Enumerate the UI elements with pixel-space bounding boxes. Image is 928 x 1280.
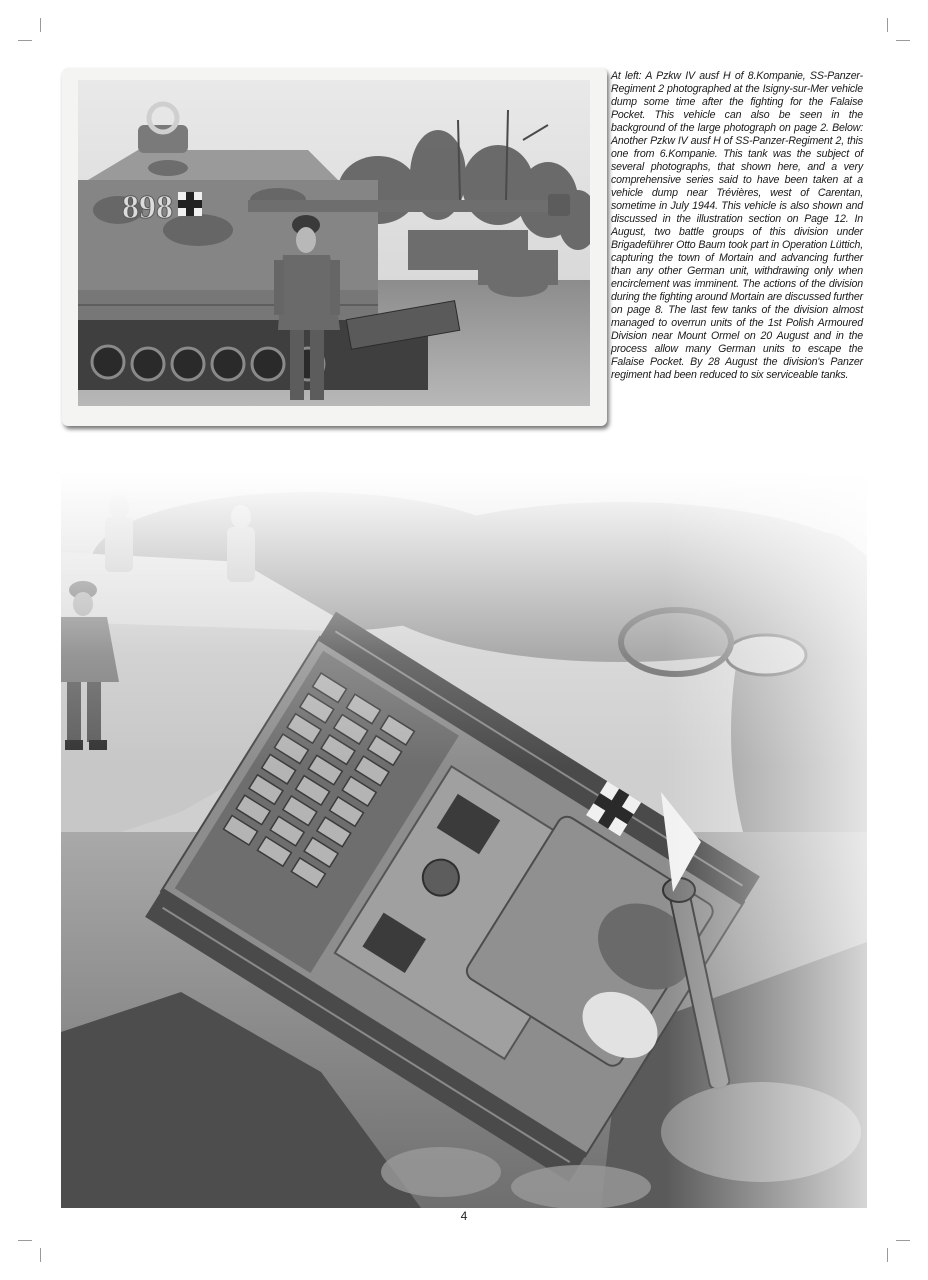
crop-mark-bottom-left-h [18, 1240, 32, 1241]
photo-pzkw-iv-trevieres [61, 472, 867, 1208]
turret-number: 898 [122, 189, 173, 226]
page-number: 4 [460, 1209, 468, 1223]
photo-top-image [78, 80, 590, 406]
crop-mark-bottom-left-v [40, 1248, 41, 1262]
crop-mark-top-left-h [18, 40, 32, 41]
photo-caption: At left: A Pzkw IV ausf H of 8.Kompanie, SS-Panzer-Regiment 2 photographed at the Isigny-sur-Mer vehicle dump some time after the fighting for the Falaise Pocket. This vehicle can also be seen in the background of the large photograph on page 2. Below: Another Pzkw IV ausf H of SS-Panzer-Regiment 2, this one from 6.Kompanie. This tank was the subject of several photographs, that shown here, and a very comprehensive series said to have been taken at a vehicle dump near Trévières, west of Carentan, sometime in July 1944. This vehicle is also shown and discussed in the illustration section on Page 12. In August, two battle groups of this division under Brigadeführer Otto Baum took part in Operation Lüttich, capturing the town of Mortain and advancing further than any other German unit, withdrawing only when encirclement was imminent. The actions of the division during the fighting around Mortain are discussed further on page 8. The last few tanks of the division almost managed to overrun units of the 1st Polish Armoured Division near Mount Ormel on 20 August and in the process allow many German units to escape the Falaise Pocket. By 28 August the division's Panzer regiment had been reduced to six serviceable tanks. [611, 70, 863, 381]
crop-mark-bottom-right-v [887, 1248, 888, 1262]
crop-mark-top-right-h [896, 40, 910, 41]
crop-mark-top-left-v [40, 18, 41, 32]
crop-mark-top-right-v [887, 18, 888, 32]
photo-main-image [61, 472, 867, 1208]
crop-mark-bottom-right-h [896, 1240, 910, 1241]
photo-pzkw-iv-isigny [62, 68, 607, 426]
